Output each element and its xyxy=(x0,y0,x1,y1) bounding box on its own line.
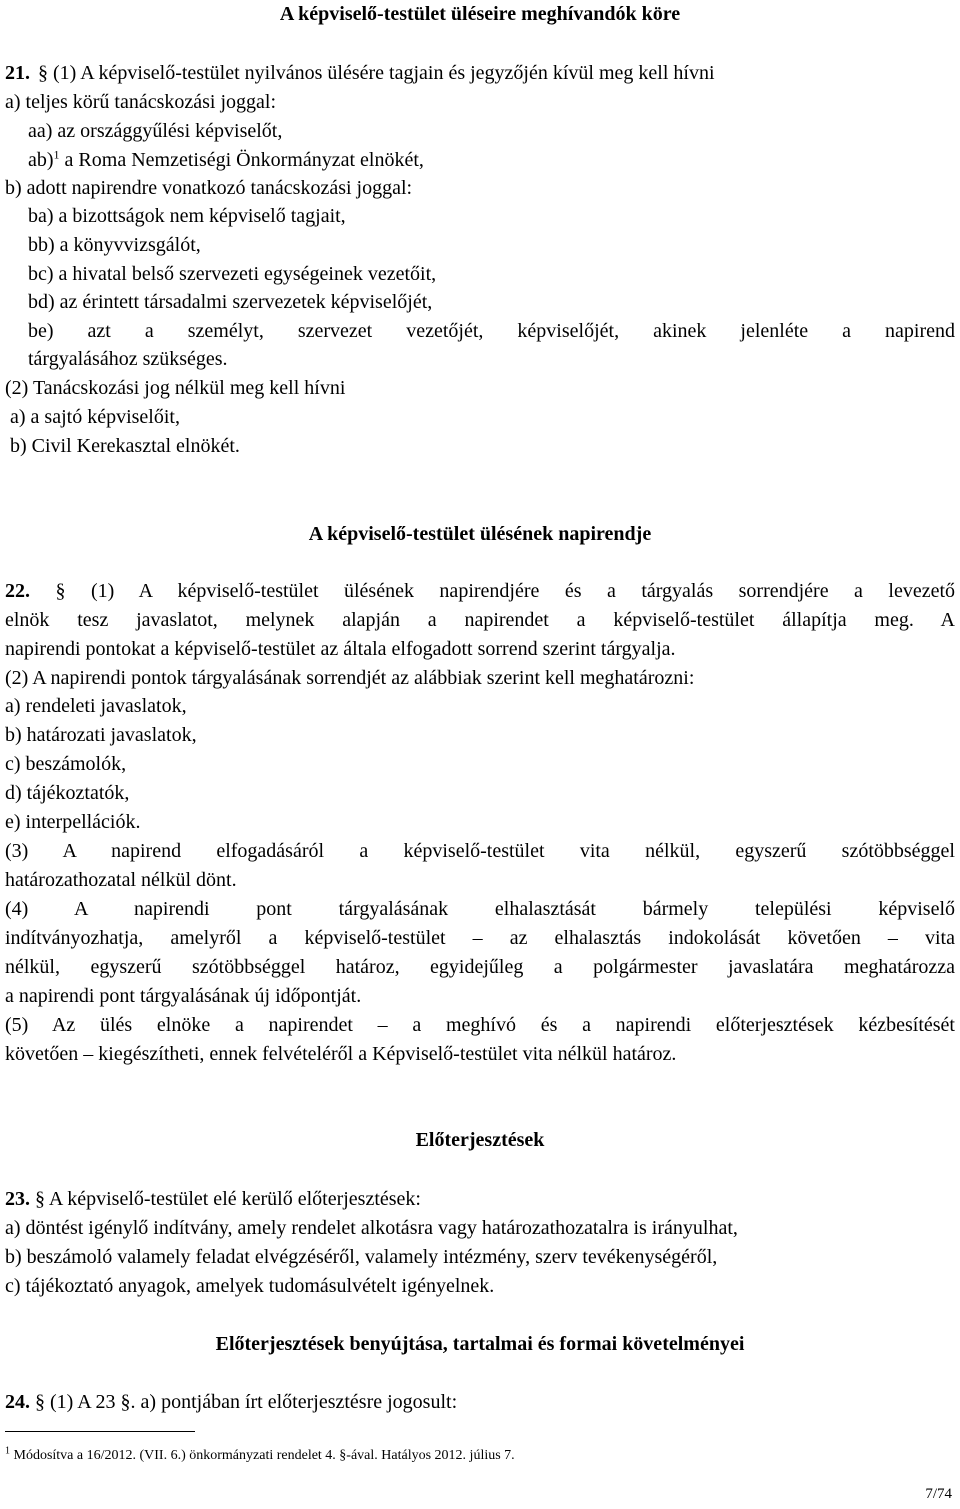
list-item: a) teljes körű tanácskozási joggal: xyxy=(5,91,277,113)
list-item: d) tájékoztatók, xyxy=(5,782,130,804)
section-title-23: Előterjesztések xyxy=(415,1129,545,1151)
footnote-text: Módosítva a 16/2012. (VII. 6.) önkormányzati rendelet 4. §-ával. Hatályos 2012. július 7. xyxy=(10,1448,515,1463)
list-item: b) adott napirendre vonatkozó tanácskozási joggal: xyxy=(5,177,413,199)
paragraph-line: nélkül, egyszerű szótöbbséggel határoz, egyidejűleg a polgármester javaslatára meghatározza xyxy=(5,956,955,978)
paragraph-line: követően – kiegészítheti, ennek felvételéről a Képviselő-testület vita nélkül határoz. xyxy=(5,1043,677,1065)
text: a Roma Nemzetiségi Önkormányzat elnökét, xyxy=(59,149,424,171)
list-item: b) Civil Kerekasztal elnökét. xyxy=(10,435,240,457)
text: § A képviselő-testület elé kerülő előterjesztések: xyxy=(35,1188,421,1210)
list-item: bd) az érintett társadalmi szervezetek képviselőjét, xyxy=(28,291,433,313)
paragraph-line: (4) A napirendi pont tárgyalásának elhalasztását bármely települési képviselő xyxy=(5,898,955,920)
paragraph-line: napirendi pontokat a képviselő-testület az általa elfogadott sorrend szerint tárgyalja. xyxy=(5,638,676,660)
page-number: 7/74 xyxy=(925,1486,952,1502)
text: ab) xyxy=(28,149,54,171)
section-number: 24. xyxy=(5,1391,30,1413)
footnote-marker: 1 xyxy=(5,1445,10,1457)
paragraph-line: (5) Az ülés elnöke a napirendet – a meghívó és a napirendi előterjesztések kézbesítését xyxy=(5,1014,955,1036)
paragraph-23-line-1 xyxy=(5,1187,421,1211)
list-item: bc) a hivatal belső szervezeti egységeinek vezetőit, xyxy=(28,263,437,285)
footnote-divider xyxy=(5,1431,195,1432)
list-item: b) határozati javaslatok, xyxy=(5,724,197,746)
list-item: e) interpellációk. xyxy=(5,811,141,833)
paragraph-21-line-1 xyxy=(5,61,715,85)
section-title-24: Előterjesztések benyújtása, tartalmai és formai követelményei xyxy=(215,1333,745,1355)
list-item: a) rendeleti javaslatok, xyxy=(5,695,187,717)
section-title-22: A képviselő-testület ülésének napirendje xyxy=(308,523,652,545)
section-number: 21. xyxy=(5,62,30,84)
list-item: c) tájékoztató anyagok, amelyek tudomásulvételt igényelnek. xyxy=(5,1275,495,1297)
list-item: c) beszámolók, xyxy=(5,753,127,775)
list-item: bb) a könyvvizsgálót, xyxy=(28,234,201,256)
section-number: 23. xyxy=(5,1188,30,1210)
paragraph-line: elnök tesz javaslatot, melynek alapján a napirendet a képviselő-testület állapítja meg. A xyxy=(5,609,955,631)
section-number: 22. xyxy=(5,580,30,602)
footnote xyxy=(5,1445,515,1464)
list-item-cont: tárgyalásához szükséges. xyxy=(28,348,228,370)
paragraph-line: határozathozatal nélkül dönt. xyxy=(5,869,237,891)
paragraph-line: (3) A napirend elfogadásáról a képviselő-testület vita nélkül, egyszerű szótöbbséggel xyxy=(5,840,955,862)
paragraph-line: (2) A napirendi pontok tárgyalásának sorrendjét az alábbiak szerint kell meghatározni: xyxy=(5,667,695,689)
list-item xyxy=(28,148,424,172)
text: § (1) A képviselő-testület ülésének napirendjére és a tárgyalás sorrendjére a levezető xyxy=(55,580,956,602)
section-title-21: A képviselő-testület üléseire meghívandók köre xyxy=(279,3,681,25)
list-item: a) döntést igénylő indítvány, amely rendelet alkotásra vagy határozathozatalra is irányulhat, xyxy=(5,1217,738,1239)
list-item: be) azt a személyt, szervezet vezetőjét, képviselőjét, akinek jelenléte a napirend xyxy=(28,320,955,342)
text: § (1) A képviselő-testület nyilvános ülésére tagjain és jegyzőjén kívül meg kell hívni xyxy=(38,62,715,84)
list-item: b) beszámoló valamely feladat elvégzéséről, valamely intézmény, szerv tevékenységéről, xyxy=(5,1246,718,1268)
paragraph-line: a napirendi pont tárgyalásának új időpontját. xyxy=(5,985,362,1007)
paragraph: (2) Tanácskozási jog nélkül meg kell hívni xyxy=(5,377,346,399)
list-item: aa) az országgyűlési képviselőt, xyxy=(28,120,283,142)
footnote-ref[interactable]: 1 xyxy=(53,147,60,162)
paragraph-24-line-1 xyxy=(5,1390,457,1414)
list-item: ba) a bizottságok nem képviselő tagjait, xyxy=(28,205,346,227)
paragraph-line: indítványozhatja, amelyről a képviselő-testület – az elhalasztás indokolását követően – vita xyxy=(5,927,955,949)
list-item: a) a sajtó képviselőit, xyxy=(10,406,180,428)
paragraph-22-line-1 xyxy=(5,579,955,603)
text: § (1) A 23 §. a) pontjában írt előterjesztésre jogosult: xyxy=(35,1391,458,1413)
